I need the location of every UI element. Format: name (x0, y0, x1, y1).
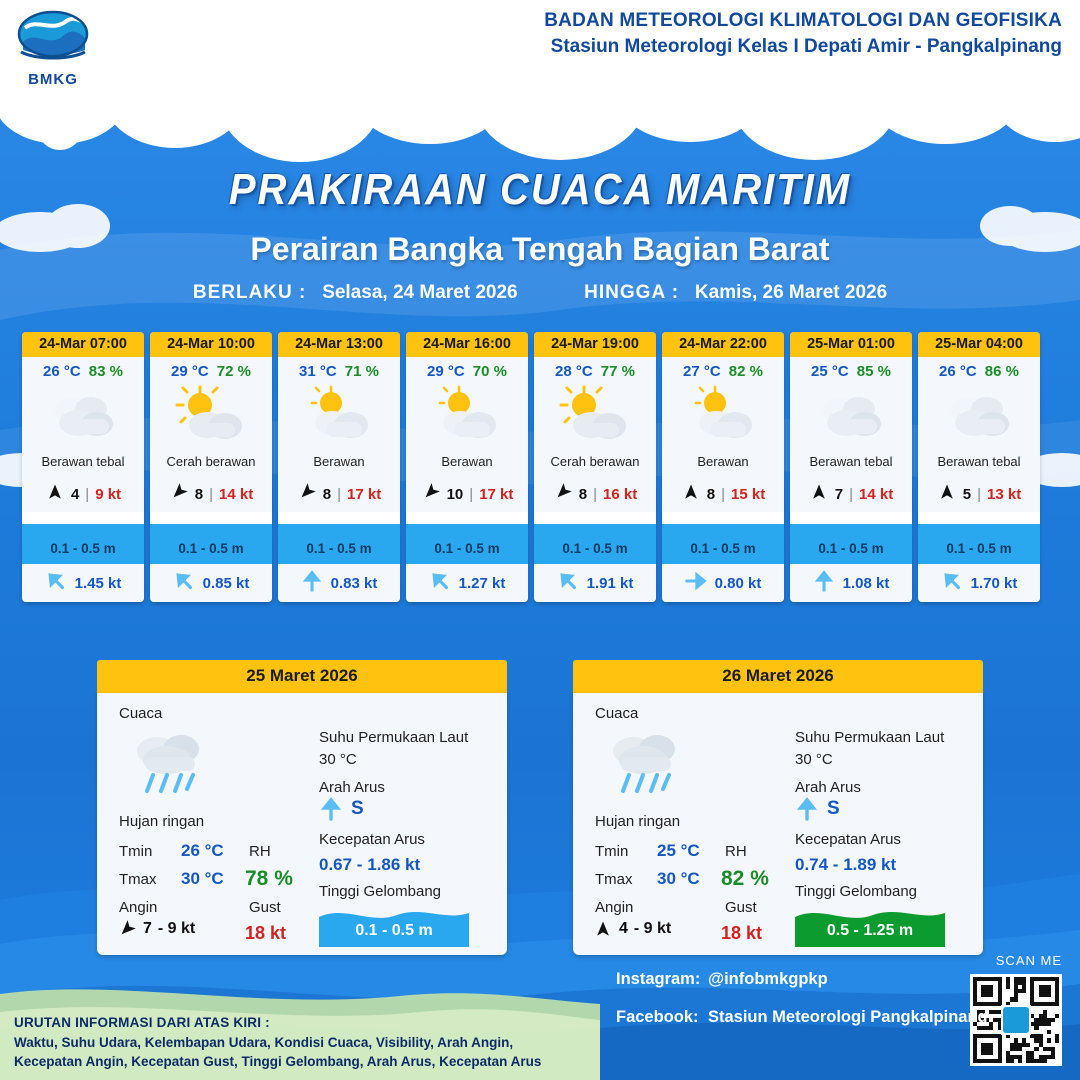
wind-direction-icon (297, 482, 317, 506)
tmin-value: 26 °C (181, 841, 224, 860)
daily-condition: Hujan ringan (119, 813, 205, 830)
weather-condition: Cerah berawan (166, 453, 256, 469)
weather-condition: Berawan tebal (937, 453, 1021, 469)
hourly-card (534, 332, 656, 602)
daily-wind: 4 - 9 kt (593, 919, 671, 939)
cuaca-label: Cuaca (595, 705, 639, 722)
wind-row: 7 | 14 kt (790, 476, 912, 512)
daily-panel-1 (573, 660, 983, 955)
current-direction-icon (685, 570, 707, 596)
daily-weather-icon (599, 727, 695, 808)
hourly-card (150, 332, 272, 602)
wind-gust: 14 kt (859, 485, 894, 503)
card-time: 24-Mar 16:00 (406, 332, 528, 357)
current-direction-icon (813, 570, 835, 596)
current-direction-icon (429, 570, 451, 596)
current-row (534, 564, 656, 602)
card-temp-humidity (150, 357, 272, 382)
wind-gust: 15 kt (731, 485, 766, 503)
wind-direction-icon (809, 482, 829, 506)
humidity: 77 % (600, 363, 635, 380)
wind-direction-icon (421, 482, 441, 506)
wave-height (662, 512, 784, 564)
air-temperature: 28 °C (555, 363, 593, 380)
facebook-label: Facebook: (616, 1008, 699, 1026)
tmin-value: 25 °C (657, 841, 700, 860)
wind-gust: 14 kt (219, 485, 254, 503)
card-temp-humidity (22, 357, 144, 382)
wind-gust: 13 kt (987, 485, 1022, 503)
wind-row: 10 | 17 kt (406, 476, 528, 512)
rh-value: 82 % (721, 867, 769, 890)
current-direction-icon (941, 570, 963, 596)
tmax-label: Tmax (595, 871, 633, 888)
tmax-label: Tmax (119, 871, 157, 888)
daily-wave-value: 0.1 - 0.5 m (355, 922, 433, 939)
bmkg-logo (14, 8, 92, 88)
hourly-card (662, 332, 784, 602)
current-direction-icon (301, 570, 323, 596)
current-row (22, 564, 144, 602)
wind-speed: 8 (322, 485, 332, 503)
wind-speed: 8 (706, 485, 716, 503)
current-row (790, 564, 912, 602)
daily-wave-box (795, 905, 945, 947)
card-temp-humidity (662, 357, 784, 382)
hourly-card (918, 332, 1040, 602)
wind-row: 8 | 16 kt (534, 476, 656, 512)
tmax-value: 30 °C (181, 869, 224, 888)
wave-height-value: 0.1 - 0.5 m (946, 541, 1012, 556)
card-time: 24-Mar 13:00 (278, 332, 400, 357)
rh-label: RH (725, 843, 747, 860)
wind-direction-icon (45, 482, 65, 506)
current-dir-label: Arah Arus (795, 779, 861, 796)
weather-condition: Berawan (697, 453, 749, 469)
humidity: 72 % (216, 363, 251, 380)
current-speed: 1.45 kt (74, 574, 122, 592)
wind-speed: 4 (70, 485, 80, 503)
current-speed: 0.80 kt (714, 574, 762, 592)
wave-height (918, 512, 1040, 564)
daily-body (97, 693, 507, 955)
wind-row: 5 | 13 kt (918, 476, 1040, 512)
current-row (918, 564, 1040, 602)
tmax-value: 30 °C (657, 869, 700, 888)
wind-direction-icon (169, 482, 189, 506)
org-name: BADAN METEOROLOGI KLIMATOLOGI DAN GEOFISIKA (544, 10, 1062, 31)
weather-condition: Cerah berawan (550, 453, 640, 469)
weather-icon (790, 382, 912, 446)
wind-speed: 10 (446, 485, 464, 503)
wind-speed: 8 (578, 485, 588, 503)
wind-direction-icon (681, 482, 701, 506)
title-primary: PRAKIRAAN CUACA MARITIM (228, 166, 852, 214)
wave-height (150, 512, 272, 564)
daily-panel-0 (97, 660, 507, 955)
gust-value: 18 kt (245, 923, 287, 943)
wave-height (278, 512, 400, 564)
legend-title: URUTAN INFORMASI DARI ATAS KIRI : (14, 1015, 270, 1031)
wave-label: Tinggi Gelombang (795, 883, 918, 900)
card-time: 25-Mar 01:00 (790, 332, 912, 357)
valid-until-value: Kamis, 26 Maret 2026 (694, 282, 888, 303)
rh-label: RH (249, 843, 271, 860)
valid-until-label: HINGGA : (584, 282, 680, 303)
humidity: 70 % (472, 363, 507, 380)
daily-date: 25 Maret 2026 (97, 660, 507, 693)
card-temp-humidity (406, 357, 528, 382)
current-row (406, 564, 528, 602)
current-dir-value: S (319, 797, 364, 821)
legend-note (14, 1013, 541, 1072)
current-speed-label: Kecepatan Arus (795, 831, 901, 848)
weather-icon (22, 382, 144, 446)
current-speed: 0.83 kt (330, 574, 378, 592)
wind-direction-icon (937, 482, 957, 506)
wave-height (790, 512, 912, 564)
card-time: 24-Mar 07:00 (22, 332, 144, 357)
air-temperature: 29 °C (427, 363, 465, 380)
hourly-forecast-list (22, 332, 1058, 602)
card-temp-humidity (534, 357, 656, 382)
weather-icon (534, 382, 656, 446)
daily-wave-value: 0.5 - 1.25 m (826, 922, 914, 939)
wave-height (534, 512, 656, 564)
weather-icon (278, 382, 400, 446)
air-temperature: 26 °C (939, 363, 977, 380)
valid-from-label: BERLAKU : (192, 282, 307, 303)
current-direction-icon (45, 570, 67, 596)
wave-height (406, 512, 528, 564)
sst-label: Suhu Permukaan Laut (319, 729, 469, 746)
current-speed-value: 0.74 - 1.89 kt (795, 855, 897, 874)
current-speed: 0.85 kt (202, 574, 250, 592)
card-time: 24-Mar 10:00 (150, 332, 272, 357)
wind-direction-icon (553, 482, 573, 506)
daily-condition: Hujan ringan (595, 813, 681, 830)
air-temperature: 26 °C (43, 363, 81, 380)
daily-date: 26 Maret 2026 (573, 660, 983, 693)
valid-from-value: Selasa, 24 Maret 2026 (322, 282, 518, 303)
scan-me-label: SCAN ME (995, 953, 1062, 968)
current-speed-label: Kecepatan Arus (319, 831, 425, 848)
card-temp-humidity (790, 357, 912, 382)
legend-line-2: Kecepatan Angin, Kecepatan Gust, Tinggi Gelombang, Arah Arus, Kecepatan Arus (14, 1054, 542, 1070)
current-dir-label: Arah Arus (319, 779, 385, 796)
hourly-card (790, 332, 912, 602)
rh-value: 78 % (245, 867, 293, 890)
weather-icon (406, 382, 528, 446)
logo-label: BMKG (28, 71, 78, 88)
tmin-label: Tmin (595, 843, 629, 860)
wind-row: 8 | 15 kt (662, 476, 784, 512)
instagram-handle[interactable]: @infobmkgpkp (708, 970, 828, 988)
humidity: 71 % (344, 363, 379, 380)
card-time: 24-Mar 19:00 (534, 332, 656, 357)
instagram-label: Instagram: (616, 970, 701, 988)
air-temperature: 31 °C (299, 363, 337, 380)
wind-row: 8 | 17 kt (278, 476, 400, 512)
wind-gust: 16 kt (603, 485, 638, 503)
wind-row: 8 | 14 kt (150, 476, 272, 512)
legend-line-1: Waktu, Suhu Udara, Kelembapan Udara, Kondisi Cuaca, Visibility, Arah Angin, (14, 1034, 514, 1050)
weather-condition: Berawan (441, 453, 493, 469)
gust-label: Gust (249, 899, 281, 916)
cuaca-label: Cuaca (119, 705, 163, 722)
facebook-handle[interactable]: Stasiun Meteorologi Pangkalpinang (708, 1008, 988, 1026)
tmin-label: Tmin (119, 843, 153, 860)
current-row (278, 564, 400, 602)
current-speed: 1.27 kt (458, 574, 506, 592)
wind-gust: 17 kt (347, 485, 382, 503)
current-row (662, 564, 784, 602)
daily-wave-box (319, 905, 469, 947)
current-speed: 1.91 kt (586, 574, 634, 592)
air-temperature: 27 °C (683, 363, 721, 380)
header (0, 0, 1080, 96)
current-direction-icon (557, 570, 579, 596)
wind-gust: 17 kt (479, 485, 514, 503)
hourly-card (22, 332, 144, 602)
weather-icon (918, 382, 1040, 446)
sst-value: 30 °C (795, 751, 833, 768)
air-temperature: 25 °C (811, 363, 849, 380)
wave-height (22, 512, 144, 564)
hourly-card (406, 332, 528, 602)
humidity: 82 % (728, 363, 763, 380)
humidity: 85 % (856, 363, 891, 380)
title-secondary: Perairan Bangka Tengah Bagian Barat (250, 231, 830, 267)
current-direction-icon (173, 570, 195, 596)
station-name: Stasiun Meteorologi Kelas I Depati Amir - Pangkalpinang (550, 36, 1062, 57)
card-temp-humidity (918, 357, 1040, 382)
validity-row (0, 282, 1080, 304)
wave-height-value: 0.1 - 0.5 m (178, 541, 244, 556)
daily-weather-icon (123, 727, 219, 808)
wave-height-value: 0.1 - 0.5 m (434, 541, 500, 556)
social-block (616, 946, 1066, 1066)
angin-label: Angin (595, 899, 634, 916)
card-time: 25-Mar 04:00 (918, 332, 1040, 357)
hourly-card (278, 332, 400, 602)
wave-label: Tinggi Gelombang (319, 883, 442, 900)
current-speed: 1.70 kt (970, 574, 1018, 592)
weather-condition: Berawan tebal (41, 453, 125, 469)
card-temp-humidity (278, 357, 400, 382)
gust-value: 18 kt (721, 923, 763, 943)
page-title (0, 168, 1080, 268)
sst-value: 30 °C (319, 751, 357, 768)
wave-height-value: 0.1 - 0.5 m (306, 541, 372, 556)
current-row (150, 564, 272, 602)
weather-condition: Berawan (313, 453, 365, 469)
current-speed: 1.08 kt (842, 574, 890, 592)
wave-height-value: 0.1 - 0.5 m (50, 541, 116, 556)
weather-icon (150, 382, 272, 446)
wave-height-value: 0.1 - 0.5 m (818, 541, 884, 556)
wind-speed: 8 (194, 485, 204, 503)
current-speed-value: 0.67 - 1.86 kt (319, 855, 421, 874)
humidity: 86 % (984, 363, 1019, 380)
gust-label: Gust (725, 899, 757, 916)
card-time: 24-Mar 22:00 (662, 332, 784, 357)
daily-body (573, 693, 983, 955)
humidity: 83 % (88, 363, 123, 380)
wind-row: 4 | 9 kt (22, 476, 144, 512)
sst-label: Suhu Permukaan Laut (795, 729, 945, 746)
daily-wind: 7 - 9 kt (117, 919, 195, 939)
weather-condition: Berawan tebal (809, 453, 893, 469)
wind-speed: 5 (962, 485, 972, 503)
wind-gust: 9 kt (95, 485, 122, 503)
current-dir-value: S (795, 797, 840, 821)
weather-icon (662, 382, 784, 446)
air-temperature: 29 °C (171, 363, 209, 380)
angin-label: Angin (119, 899, 158, 916)
wave-height-value: 0.1 - 0.5 m (690, 541, 756, 556)
wave-height-value: 0.1 - 0.5 m (562, 541, 628, 556)
wind-speed: 7 (834, 485, 844, 503)
